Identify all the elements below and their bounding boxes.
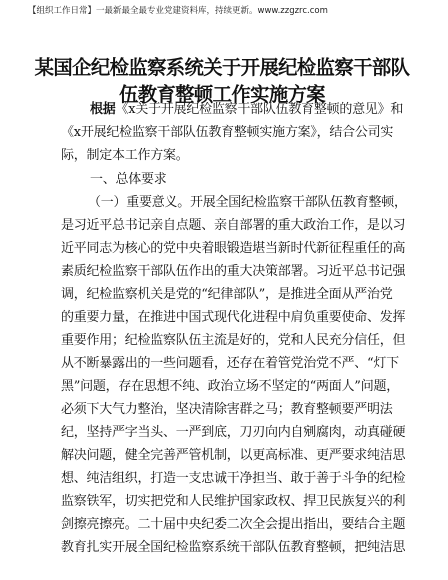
document-title-line-2: 伍教育整顿工作实施方案 (118, 83, 326, 106)
body-line: 从不断暴露出的一些问题看，还存在着管党治党不严、“灯下 (61, 356, 399, 371)
body-line: 剑擦亮擦亮。二十届中央纪委二次全会提出指出，要结合主题 (61, 517, 406, 532)
intro-rest: 《x关于开展纪检监察干部队伍教育整顿的意见》和 (115, 102, 404, 117)
intro-lead: 根据 (90, 102, 116, 117)
body-line: 近平同志为核心的党中央着眼锻造堪当新时代新征程重任的高 (61, 241, 406, 256)
page-header-banner: 【组织工作日常】一最新最全最专业党建资料库，持续更新。www.zzgzrc.com (28, 6, 328, 16)
body-line: 监察铁军，切实把党和人民维护国家政权、捍卫民族复兴的利 (61, 494, 406, 509)
body-line: 解决问题，健全完善严管机制，以更高标准、更严要求纯洁思 (61, 448, 406, 463)
body-line: 调，纪检监察机关是党的“纪律部队”，是推进全面从严治党 (61, 287, 393, 302)
body-line: 黑”问题，存在思想不纯、政治立场不坚定的“两面人”问题， (61, 379, 399, 394)
body-line: 想、纯洁组织，打造一支忠诚干净担当、敢于善于斗争的纪检 (61, 471, 406, 486)
intro-line (90, 102, 403, 118)
body-line: 是习近平总书记亲自点题、亲自部署的重大政治工作，是以习 (61, 218, 406, 233)
document-title-line-1: 某国企纪检监察系统关于开展纪检监察干部队 (34, 56, 410, 79)
body-line: 重要作用；纪检监察队伍主流是好的，党和人民充分信任，但 (61, 333, 406, 348)
body-line: 必须下大气力整治，坚决清除害群之马；教育整顿要严明法 (61, 402, 393, 417)
section-heading: 一、总体要求 (90, 172, 167, 187)
body-line: 素质纪检监察干部队伍作出的重大决策部署。习近平总书记强 (61, 264, 406, 279)
body-line: 的重要力量，在推进中国式现代化进程中肩负重要使命、发挥 (61, 310, 406, 325)
body-line: 《x开展纪检监察干部队伍教育整顿实施方案》，结合公司实 (61, 125, 394, 140)
subsection-heading: （一）重要意义。开展全国纪检监察干部队伍教育整顿， (88, 195, 407, 210)
body-line: 际，制定本工作方案。 (61, 148, 189, 163)
body-line: 纪，坚持严字当头、一严到底，刀刃向内自剜腐肉，动真碰硬 (61, 425, 406, 440)
body-line: 教育扎实开展全国纪检监察系统干部队伍教育整顿，把纯洁思 (61, 540, 406, 555)
